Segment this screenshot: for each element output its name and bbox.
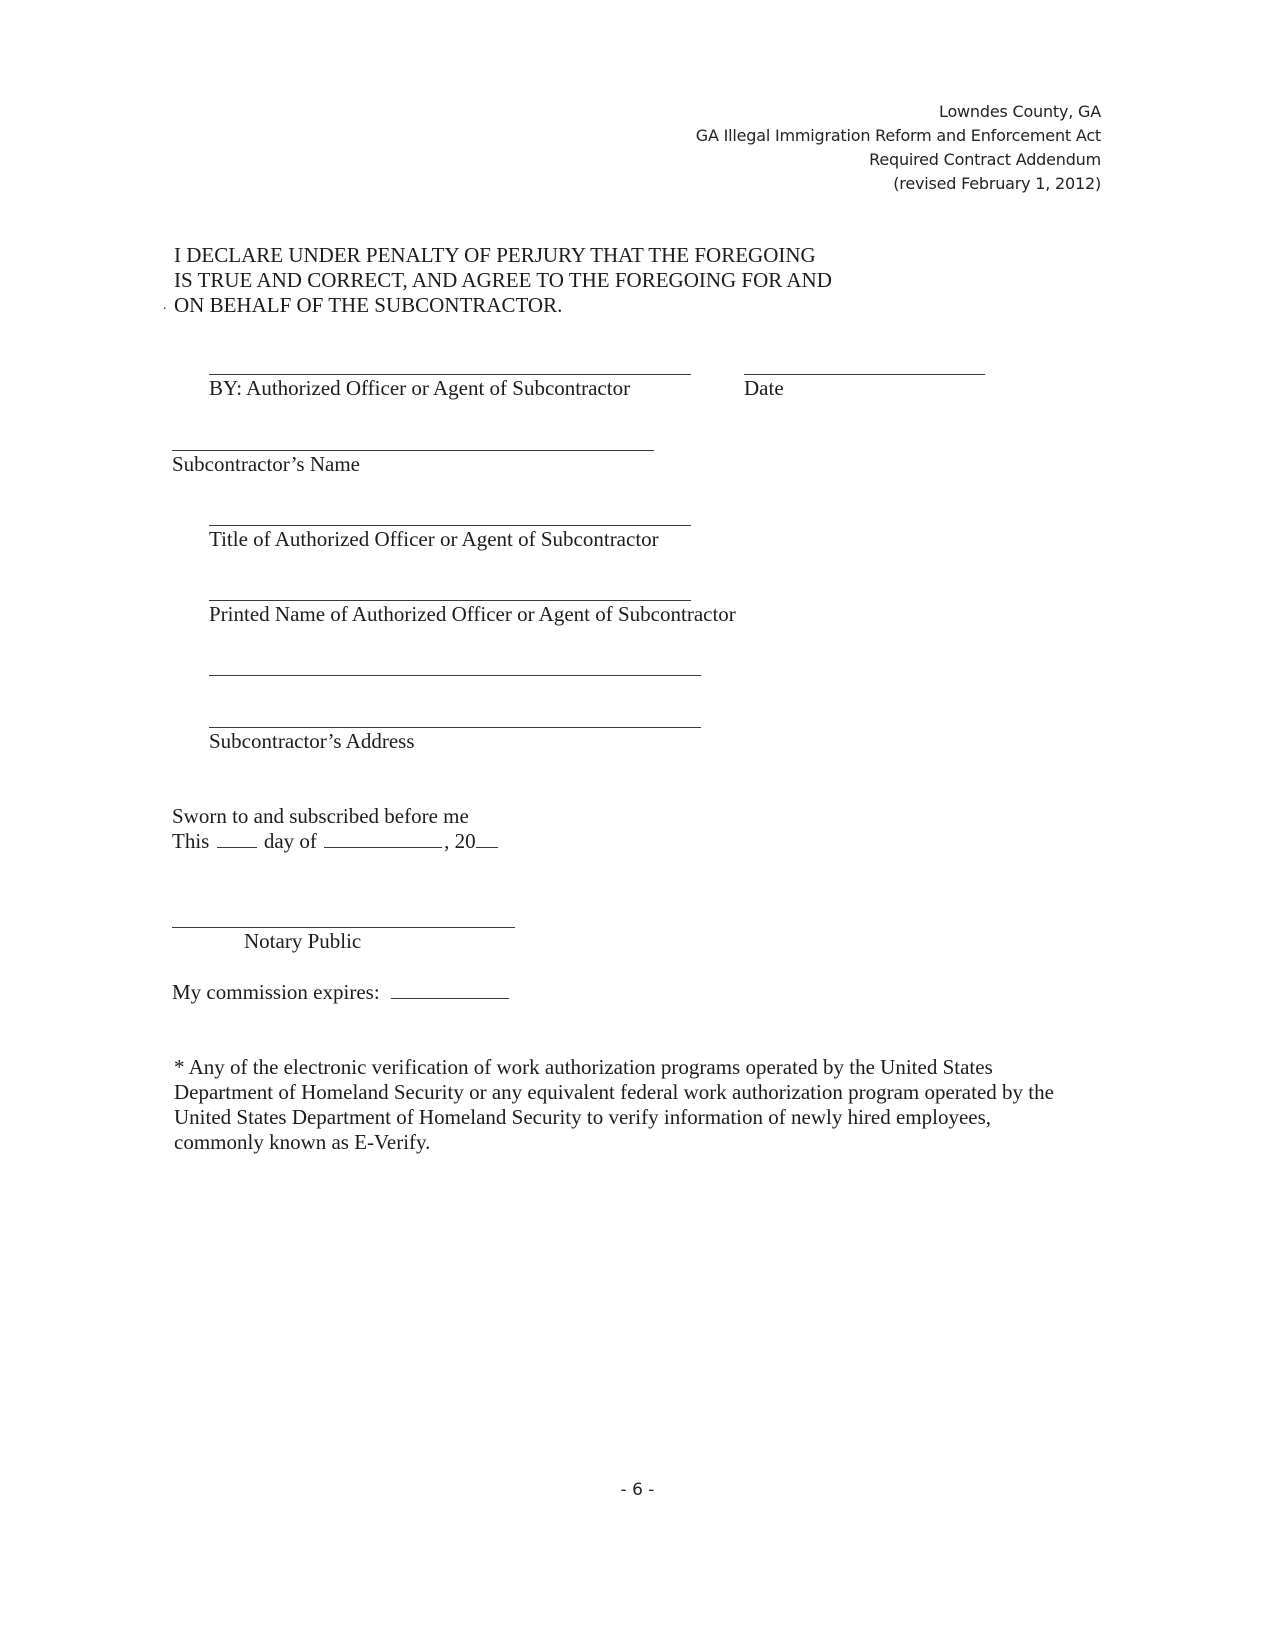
header-addendum: Required Contract Addendum	[869, 150, 1101, 169]
day-of-text: day of	[263, 829, 317, 853]
header-act-title: GA Illegal Immigration Reform and Enforcement Act	[695, 126, 1101, 145]
e-verify-footnote	[174, 1055, 1114, 1155]
authorized-officer-signature-line[interactable]	[209, 374, 691, 375]
subcontractor-name-line[interactable]	[172, 450, 654, 451]
printed-name-line[interactable]	[209, 600, 691, 601]
footnote-line-4: commonly known as E-Verify.	[174, 1130, 431, 1154]
date-signature-line[interactable]	[744, 374, 985, 375]
notary-public-label: Notary Public	[244, 929, 362, 953]
date-label: Date	[744, 376, 784, 400]
perjury-declaration	[163, 243, 832, 318]
footnote-line-2: Department of Homeland Security or any equivalent federal work authorization program operated by the	[174, 1080, 1054, 1104]
year-blank[interactable]	[476, 829, 498, 848]
stray-mark: .	[163, 298, 167, 313]
subcontractor-address-label: Subcontractor’s Address	[209, 729, 415, 753]
officer-title-line[interactable]	[209, 525, 691, 526]
footnote-line-1: * Any of the electronic verification of work authorization programs operated by the United States	[174, 1055, 993, 1079]
month-blank[interactable]	[324, 829, 442, 848]
declaration-line-2: IS TRUE AND CORRECT, AND AGREE TO THE FOREGOING FOR AND	[174, 268, 832, 292]
declaration-line-3: ON BEHALF OF THE SUBCONTRACTOR.	[174, 293, 563, 317]
commission-date-blank[interactable]	[391, 980, 509, 999]
notary-signature-line[interactable]	[172, 927, 515, 928]
header-county: Lowndes County, GA	[939, 102, 1101, 121]
address-line-1[interactable]	[209, 675, 701, 676]
commission-expires	[172, 980, 511, 1005]
address-line-2[interactable]	[209, 727, 701, 728]
commission-label: My commission expires:	[172, 980, 380, 1004]
day-blank[interactable]	[217, 829, 257, 848]
year-prefix: , 20	[444, 829, 476, 853]
sworn-statement: Sworn to and subscribed before me	[172, 804, 469, 828]
footnote-line-3: United States Department of Homeland Security to verify information of newly hired employees,	[174, 1105, 992, 1129]
this-text: This	[172, 829, 210, 853]
page-number: - 6 -	[620, 1480, 655, 1500]
declaration-line-1: I DECLARE UNDER PENALTY OF PERJURY THAT THE FOREGOING	[174, 243, 816, 267]
header-revision-date: (revised February 1, 2012)	[893, 174, 1101, 193]
document-header	[696, 100, 1101, 196]
printed-name-label: Printed Name of Authorized Officer or Agent of Subcontractor	[209, 602, 736, 626]
officer-title-label: Title of Authorized Officer or Agent of Subcontractor	[209, 527, 659, 551]
sworn-date-line	[172, 829, 500, 854]
authorized-officer-label: BY: Authorized Officer or Agent of Subcontractor	[209, 376, 631, 400]
subcontractor-name-label: Subcontractor’s Name	[172, 452, 360, 476]
